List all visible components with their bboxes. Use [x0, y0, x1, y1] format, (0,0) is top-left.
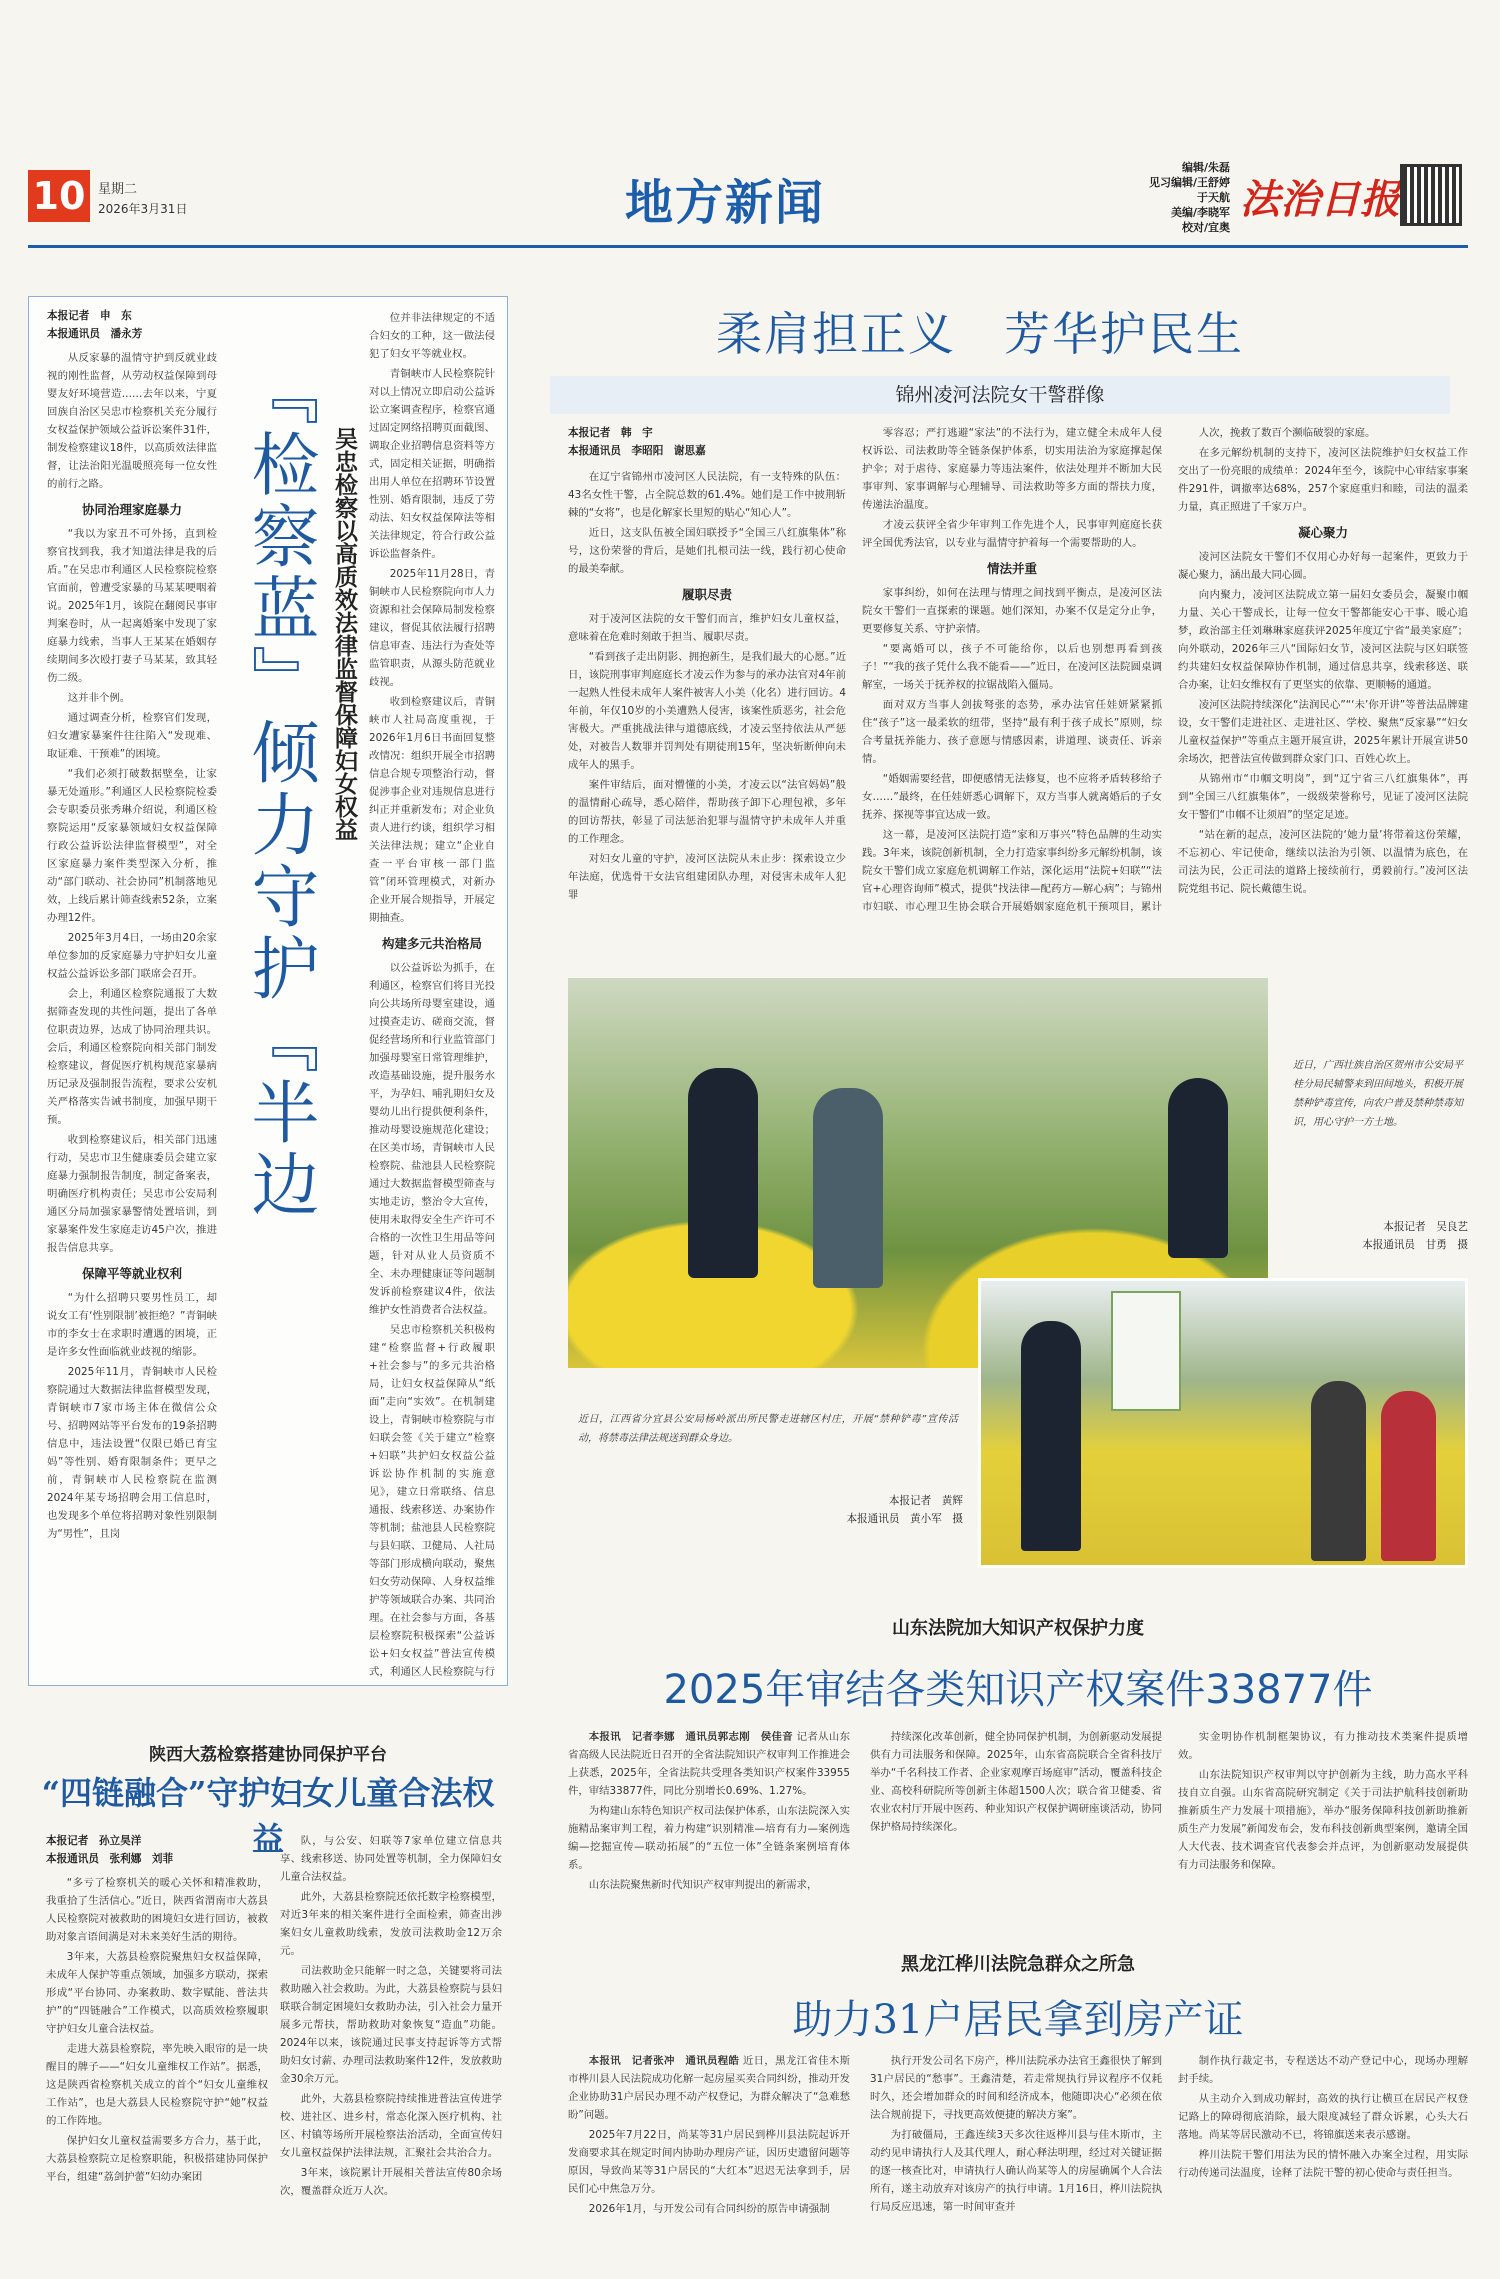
bottom-left-col1: “多亏了检察机关的暖心关怀和精准救助，我重拾了生活信心。”近日，陕西省渭南市大荔县人民检察院对被救助的困境妇女进行回访，被救助对象言语间满是对未来美好生活的期待。 3年来，大荔县检察院聚焦妇女权益保障，未成年人保护等重点领域，加强多方联动，探索形成“平台协同、办案救助、数字赋能、普法共护”的“四链融合”工作模式，以高质效检察履职守护妇女儿童合法权益。 走进大荔县检察院，率先映入眼帘的是一块醒目的牌子——“妇女儿童维权工作站”。据悉，这是陕西省检察机关成立的首个“妇女儿童维权工作站”，也是大荔县人民检察院守护“她”权益的工作阵地。 保护妇女儿童权益需要多方合力，基于此，大荔县检察院立足检察职能，积极搭建协同保护平台，组建“荔剑护蕾”妇幼办案团 [46, 1877, 268, 2183]
newspaper-logo: 法治日报 [1240, 176, 1400, 223]
left-byline: 本报记者 申 东 本报通讯员 潘永芳 [47, 310, 143, 340]
land-col3: 制作执行裁定书，专程送达不动产登记中心，现场办理解封手续。 从主动介入到成功解封，高效的执行让横亘在居民产权登记路上的障碍彻底消除，最大限度减轻了群众诉累，心头大石落地。尚某等居民激动不已，将锦旗送来表示感谢。 桦川法院干警们用法为民的情怀融入办案全过程，用实际行动传递司法温度，诠释了法院干警的初心使命与责任担当。 [1178, 2055, 1468, 2179]
bottom-left-kicker: 陕西大荔检察搭建协同保护平台 [149, 1745, 387, 1765]
land-col1: 本报讯 记者张冲 通讯员程皓 近日，黑龙江省佳木斯市桦川县人民法院成功化解一起房屋买卖合同纠纷，推动开发企业协助31户居民办理不动产权登记，为群众解决了“急难愁盼”问题。 2025年7月22日，尚某等31户居民到桦川县法院起诉开发商要求其在规定时间内协助办理房产证，因历史遗留问题等原因，导致尚某等31户居民的“大红本”迟迟无法拿到手，居民们心中焦急万分。 2026年1月，与开发公司有合同纠纷的原告申请强制 [568, 2055, 850, 2215]
editor-credits: 编辑/朱磊 见习编辑/王舒婷 于天航 美编/李晓军 校对/宜奥 [1148, 161, 1230, 234]
left-article-title: 『检察蓝』倾力守护『半边 [240, 357, 319, 1221]
left-article [28, 296, 508, 1686]
bottom-left-col2: 队，与公安、妇联等7家单位建立信息共享、线索移送、协同处置等机制，全力保障妇女儿童合法权益。 此外，大荔县检察院还依托数字检察模型，对近3年来的相关案件进行全面检索，筛查出涉案妇女儿童救助线索，发放司法救助金12万余元。 司法救助金只能解一时之急，关键要将司法救助融入社会救助。为此，大荔县检察院与县妇联联合制定困境妇女救助办法，引入社会力量开展多元帮扶，帮助救助对象恢复“造血”功能。2024年以来，该院通过民事支持起诉等方式帮助妇女讨薪、办理司法救助案件12件，发放救助金30余万元。 此外，大荔县检察院持续推进普法宣传进学校、进社区、进乡村，常态化深入医疗机构、社区、村镇等场所开展检察法治活动，全面宣传妇女儿童权益保护法律法规，汇聚社会共治合力。 3年来，该院累计开展相关普法宣传80余场次，覆盖群众近万人次。 [280, 1835, 502, 2197]
photo-poster-field [978, 1278, 1468, 1568]
photo1-credit: 本报记者 吴良艺 本报通讯员 甘勇 摄 [1362, 1221, 1468, 1251]
right-article-title: 柔肩担正义 芳华护民生 [716, 307, 1244, 361]
land-article-title: 助力31户居民拿到房产证 [792, 1997, 1244, 2043]
ip-col2: 持续深化改革创新，健全协同保护机制，为创新驱动发展提供有力司法服务和保障。2025年，山东省高院联合全省科技厅举办“千名科技工作者、企业家观摩百场庭审”活动，覆盖科技企业、高校科研院所等创新主体超1500人次；联合省卫健委、省农业农村厅开展中医药、种业知识产权保护调研座谈活动，协同保护格局持续深化。 [870, 1731, 1162, 1833]
subhead: 凝心聚力 [1297, 525, 1348, 540]
poster-board [1111, 1291, 1181, 1411]
subhead: 履职尽责 [681, 587, 732, 602]
bottom-left-byline: 本报记者 孙立昊洋 本报通讯员 张利娜 刘菲 [46, 1835, 174, 1865]
right-col2: 零容忍；严打逃避“家法”的不法行为，建立健全未成年人侵权诉讼、司法救助等全链条保护体系，切实用法治为家庭撑起保护伞；对于虐待、家庭暴力等违法案件，依法处理并不断加大民事审判、家事调解与心理辅导、司法救助等多方面的帮扶力度，传递法治温度。 才凌云获评全省少年审判工作先进个人，民事审判庭庭长获评全国优秀法官，以专业与温情守护着每一个需要帮助的人。 情法并重 家事纠纷，如何在法理与情理之间找到平衡点，是凌河区法院女干警们一直探索的课题。她们深知，办案不仅是定分止争，更要修复关系、守护亲情。 “要离婚可以，孩子不可能给你，以后也别想再看到孩子！”“我的孩子凭什么我不能看——”近日，在凌河区法院圆桌调解室，一场关于抚养权的拉锯战陷入僵局。 面对双方当事人剑拔弩张的态势，承办法官任娃妍紧紧抓住“孩子”这一最柔软的纽带，坚持“最有利于孩子成长”原则，综合考量抚养能力、孩子意愿与情感因素，讲道理、谈责任、诉亲情。 “婚姻需要经营，即便感情无法修复，也不应将矛盾转移给子女……”最终，在任娃妍悉心调解下，双方当事人就离婚后的子女抚养、探视等事宜达成一致。 这一幕，是凌河区法院打造“家和万事兴”特色品牌的生动实践。3年来，该院创新机制，全力打造家事纠纷多元解纷机制，该院女干警们成立家庭危机调解工作站，深化运用“法院+妇联”“法官+心理咨询师”模式，提供“找法律—配药方—解心病”；与锦州市妇联、市心理卫生协会联合开展婚姻家庭危机干预项目，累计 [862, 427, 1162, 913]
right-col3: 人次，挽救了数百个濒临破裂的家庭。 在多元解纷机制的支持下，凌河区法院维护妇女权益工作交出了一份亮眼的成绩单：2024年至今，该院中心审结家事案件291件，调撤率达68%，257个家庭重归和睦，司法的温柔力量，真正照进了千家万户。 凝心聚力 凌河区法院女干警们不仅用心办好每一起案件，更致力于凝心聚力，涵出最大同心圆。 向内聚力，凌河区法院成立第一届妇女委员会，凝聚巾帼力量、关心干警成长，让每一位女干警都能安心干事、暖心追梦，政治部主任刘琳琳家庭获评2025年度辽宁省“最美家庭”；向外联动，2026年三八“国际妇女节，凌河区法院与区妇联签约共建妇女权益保障协作机制，通过信息共享，线索移送、联合办案，让妇女维权有了更坚实的依靠、更顺畅的通道。 凌河区法院持续深化“法润民心”“‘未’你开讲”等普法品牌建设，女干警们走进社区、走进社区、学校、聚焦“反家暴”“妇女儿童权益保护”等重点主题开展宣讲，2025年累计开展宣讲50余场次，把普法宣传做到群众家门口、百姓心坎上。 从锦州市“巾帼文明岗”，到“辽宁省三八红旗集体”，再到“全国三八红旗集体”，一级级荣誉称号，见证了凌河区法院女干警们“巾帼不让须眉”的坚定足迹。 “站在新的起点，凌河区法院的‘她力量’将带着这份荣耀，不忘初心、牢记使命，继续以法治为引领、以温情为底色，在司法为民，公正司法的道路上接续前行，勇毅前行。”凌河区法院党组书记、院长戴德生说。 [1178, 427, 1468, 895]
weekday: 星期二 [98, 182, 138, 197]
right-col1: 在辽宁省锦州市凌河区人民法院，有一支特殊的队伍：43名女性干警，占全院总数的61.4%。她们是工作中披荆斩棘的“女将”，也是化解家长里短的贴心“知心人”。 近日，这支队伍被全国妇联授予“全国三八红旗集体”称号，这份荣誉的背后，是她们扎根司法一线，践行初心使命的最美奉献。 履职尽责 对于凌河区法院的女干警们而言，维护妇女儿童权益，意味着在危难时刻敢于担当、履职尽责。 “看到孩子走出阴影、拥抱新生，是我们最大的心愿。”近日，该院刑事审判庭庭长才凌云作为参与的承办法官对4年前一起熟人性侵未成年人案件被害人小美（化名）进行回访。4年前，年仅10岁的小美遭熟人侵害，该案性质恶劣，社会危害极大。严重挑战法律与道德底线，才凌云坚持依法从严惩处，对被告人数罪并罚判处有期徒刑15年，坚决斩断伸向未成年人的黑手。 案件审结后，面对懵懂的小美，才凌云以“法官妈妈”般的温情耐心疏导，悉心陪伴，帮助孩子卸下心理包袱，多年的回访帮扶，彰显了司法惩治犯罪与温情守护未成年人并重的工作理念。 对妇女儿童的守护，凌河区法院从未止步：探索设立少年法庭，优选骨干女法官组建团队办理，对侵害未成年人犯罪 [568, 471, 846, 901]
qr-code-icon [1400, 164, 1462, 226]
right-byline: 本报记者 韩 宇 本报通讯员 李昭阳 谢思嘉 [568, 427, 706, 457]
farmer-figure [813, 1088, 883, 1288]
left-col2: 位并非法律规定的不适合妇女的工种，这一做法侵犯了妇女平等就业权。 青铜峡市人民检察院针对以上情况立即启动公益诉讼立案调查程序，检察官通过固定网络招聘页面截图、调取企业招聘信息资料等方式，固定相关证据，明确指出用人单位在招聘环节设置性别、婚育限制，违反了劳动法、妇女权益保障法等相关法律规定，符合行政公益诉讼监督条件。 2025年11月28日，青铜峡市人民检察院向市人力资源和社会保障局制发检察建议，督促其依法履行招聘信息审查、违法行为查处等监管职责，从源头防范就业歧视。 收到检察建议后，青铜峡市人社局高度重视，于2026年1月6日书面回复整改情况：组织开展全市招聘信息合规专项整治行动，督促涉事企业对违规信息进行纠正并重新发布；对企业负责人进行约谈，组织学习相关法律法规；建立“企业自查一平台审核一部门监管”闭环管理模式，对新办企业开展合规指导，开展定期抽查。 构建多元共治格局 以公益诉讼为抓手，在利通区，检察官们将目光投向公共场所母婴室建设，通过摸查走访、磋商交流，督促经营场所和行业监管部门加强母婴室日常管理维护，改造基础设施，提升服务水平，为孕妇、哺乳期妇女及婴幼儿出行提供便利条件，推动母婴设施规范化建设；在区美市场，青铜峡市人民检察院、盐池县人民检察院通过大数据监督模型筛查与实地走访，整治令大宣传，使用未取得安全生产许可不合格的一次性卫生用品等问题，针对从业人员资质不全、未办理健康证等问题制发诉前检察建议4件，依法维护女性消费者合法权益。 吴忠市检察机关积极构建“检察监督+行政履职+社会参与”的多元共治格局，让妇女权益保障从“纸面”走向“实效”。在机制建设上，青铜峡市检察院与市妇联会签《关于建立“检察+妇联”共护妇女权益公益诉讼协作机制的实施意见》，建立日常联络、信息通报、线索移送、办案协作等机制；盐池县人民检察院与县妇联、卫健局、人社局等部门形成横向联动，聚焦妇女劳动保障、人身权益维护等领域联合办案、共同治理。在社会参与方面，各基层检察院积极探索“公益诉讼+妇女权益”普法宣传模式，利通区人民检察院与行 [369, 312, 495, 1678]
photo1-caption: 近日，广西壮族自治区贺州市公安局平桂分局民辅警来到田间地头，积极开展禁种铲毒宣传，向农户普及禁种禁毒知识，用心守护一方土地。 [1293, 1060, 1463, 1128]
bottom-left-article [28, 1740, 508, 2230]
left-col1: 从反家暴的温情守护到反就业歧视的刚性监督，从劳动权益保障到母婴友好环境营造……去年以来，宁夏回族自治区吴忠市检察机关充分履行女权益保护领域公益诉讼案件31件，制发检察建议18件，以高质效法律监督，让法治阳光温暖照亮每一位女性的前行之路。 协同治理家庭暴力 “我以为家丑不可外扬，直到检察官找到我，我才知道法律是我的后盾。”在吴忠市利通区人民检察院检察官面前，曾遭受家暴的马某某哽咽着说。2025年1月，该院在翻阅民事审判案卷时，从一起离婚案中发现了家庭暴力线索，当事人王某某在婚姻存续期间多次殴打妻子马某某，致其轻伤二级。 这并非个例。 通过调查分析，检察官们发现，妇女遭家暴案件往往陷入“发现难、取证难、干预难”的困境。 “我们必须打破数据壁垒，让家暴无处遁形。”利通区人民检察院检委会专职委员张秀琳介绍说，利通区检察院运用“反家暴领域妇女权益保障行政公益诉讼法律监督模型”，对全区家庭暴力案件类型深入分析，推动“部门联动、社会协同”机制落地见效，上线后累计筛查线索52条，立案办理12件。 2025年3月4日，一场由20余家单位参加的反家庭暴力守护妇女儿童权益公益诉讼多部门联席会召开。 会上，利通区检察院通报了大数据筛查发现的共性问题，提出了各单位职责边界，达成了协同治理共识。会后，利通区检察院向相关部门制发检察建议，督促医疗机构规范家暴病历记录及强制报告流程，要求公安机关严格落实告诫书制度，加强早期干预。 收到检察建议后，相关部门迅速行动，吴忠市卫生健康委员会建立家庭暴力强制报告制度，制定备案表，明确医疗机构责任；吴忠市公安局利通区分局加强家暴警情处置培训，到家暴案件发生家庭走访45户次，推进报告信息共享。 保障平等就业权利 “为什么招聘只要男性员工，却说女工有‘性别限制’被拒绝？”青铜峡市的李女士在求职时遭遇的困境，正是许多女性面临就业歧视的缩影。 2025年11月，青铜峡市人民检察院通过大数据法律监督模型发现，青铜峡市7家市场主体在微信公众号、招聘网站等平台发布的19条招聘信息中，违法设置“仅限已婚已育宝妈”等性别、婚育限制条件；更早之前，青铜峡市人民检察院在监测2024年某专场招聘会用工信息时，也发现多个单位将招聘对象性别限制为“男性”，且岗 [47, 352, 217, 1540]
villager-figure [1311, 1381, 1366, 1561]
officer-figure [1021, 1321, 1081, 1551]
subhead: 保障平等就业权利 [81, 1266, 182, 1281]
villager-figure [1381, 1391, 1436, 1561]
land-article-kicker: 黑龙江桦川法院急群众之所急 [901, 1954, 1135, 1975]
page-number: 10 [28, 170, 90, 222]
ip-col1: 本报讯 记者李娜 通讯员郭志刚 侯佳音 记者从山东省高级人民法院近日召开的全省法院知识产权审判工作推进会上获悉，2025年，全省法院共受理各类知识产权案件33955件，审结33877件，同比分别增长0.69%、1.27%。 为构建山东特色知识产权司法保护体系，山东法院深入实施精品案审判工程，着力构建“识别精准—培育有力—案例选编—挖掘宣传—联动拓展”的“五位一体”全链条案例培育体系。 山东法院聚焦新时代知识产权审判提出的新需求， [568, 1731, 850, 1891]
photo2-credit: 本报记者 黄辉 本报通讯员 黄小军 摄 [846, 1495, 963, 1525]
officer-figure [1168, 1078, 1228, 1258]
left-article-subtitle: 吴忠检察以高质效法律监督保障妇女权益 [331, 427, 358, 841]
issue-date: 2026年3月31日 [98, 202, 188, 216]
right-article-kicker: 锦州凌河法院女干警群像 [550, 376, 1450, 414]
subhead: 情法并重 [986, 561, 1037, 576]
subhead: 协同治理家庭暴力 [81, 502, 182, 517]
photo-block [568, 978, 1468, 1568]
subhead: 构建多元共治格局 [381, 936, 482, 951]
section-title: 地方新闻 [625, 175, 826, 224]
land-col2: 执行开发公司名下房产，桦川法院承办法官王鑫很快了解到31户居民的“愁事”。王鑫清楚，若走常规执行异议程序不仅耗时久，还会增加群众的时间和经济成本，他随即决心“必须在依法合规前提下，寻找更高效便捷的解决方案”。 为打破僵局，王鑫连续3天多次往返桦川县与佳木斯市，主动约见申请执行人及其代理人，耐心释法明理，经过对关键证据的逐一核查比对，申请执行人确认尚某等人的房屋确属个人合法所有，遂主动放弃对该房产的执行申请。1月16日，桦川法院执行局反应迅速，第一时间审查并 [870, 2055, 1162, 2213]
officer-figure [688, 1068, 758, 1278]
bottom-left-title: “四链融合”守护妇女儿童合法权益 [41, 1774, 495, 1858]
header-divider [28, 245, 1468, 248]
page-header [0, 150, 1500, 240]
ip-article-kicker: 山东法院加大知识产权保护力度 [892, 1618, 1144, 1639]
ip-article-title: 2025年审结各类知识产权案件33877件 [663, 1667, 1373, 1713]
photo2-caption: 近日，江西省分宜县公安局杨岭派出所民警走进辖区村庄，开展“禁种铲毒”宣传活动，将禁毒法律法规送到群众身边。 [578, 1414, 958, 1444]
ip-col3: 实金明协作机制框架协议，有力推动技术类案件提质增效。 山东法院知识产权审判以守护创新为主线，助力高水平科技自立自强。山东省高院研究制定《关于司法护航科技创新助推新质生产力发展十项措施》，举办“服务保障科技创新助推新质生产力发展”新闻发布会，发布科技创新典型案例，邀请全国人大代表、技术调查官代表参会并点评，为创新驱动发展提供有力司法服务和保障。 [1178, 1731, 1468, 1871]
photo2-caption-box [568, 1370, 968, 1568]
